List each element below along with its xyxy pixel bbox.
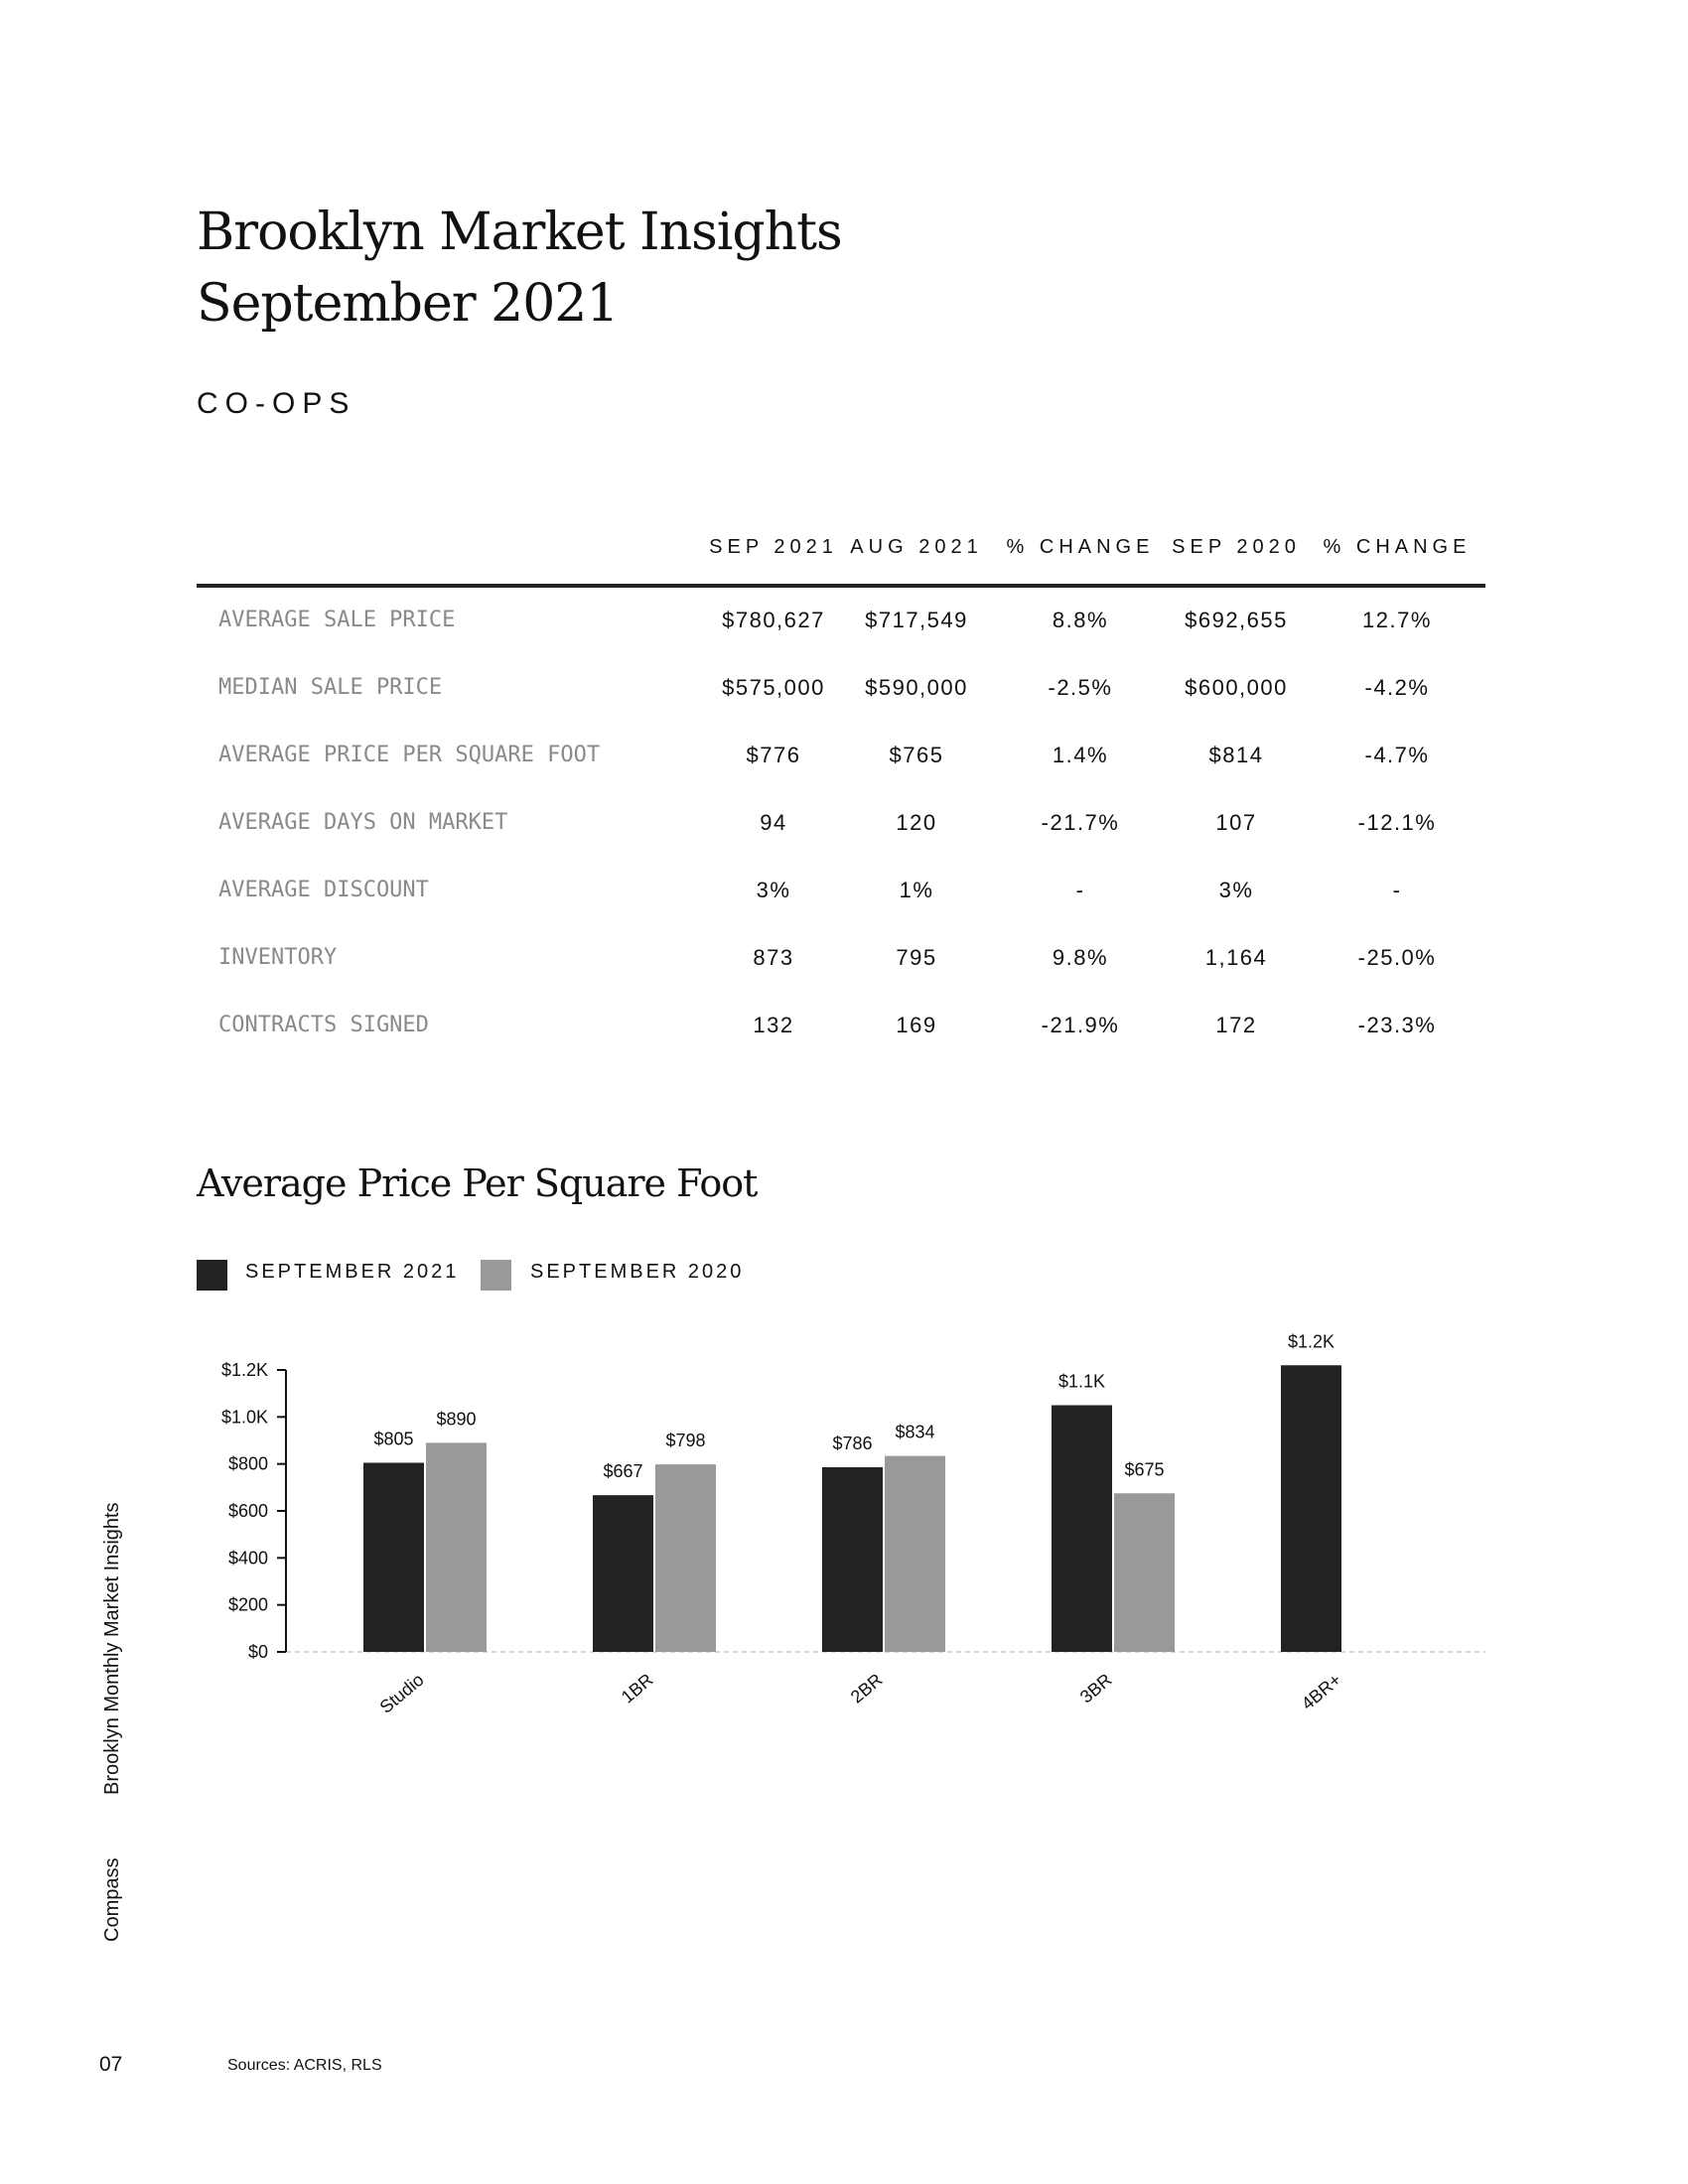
bar-value-label: $667 (603, 1461, 643, 1482)
table-cell: $765 (889, 743, 944, 767)
column-header-change-yoy: % CHANGE (1323, 536, 1472, 558)
table-cell: $717,549 (865, 608, 968, 632)
bar-value-label: $805 (373, 1429, 414, 1449)
bar-1br-series-0 (593, 1495, 653, 1652)
table-cell: - (1075, 878, 1085, 902)
bar-4br-series-0 (1281, 1365, 1341, 1652)
bar-studio-series-0 (363, 1462, 424, 1652)
table-row-label: INVENTORY (218, 945, 338, 970)
column-header-change-mom: % CHANGE (1006, 536, 1155, 558)
y-tick-label: $200 (227, 1594, 268, 1615)
y-tick-label: $0 (247, 1642, 268, 1662)
legend-label-sep-2021: SEPTEMBER 2021 (245, 1261, 460, 1283)
table-cell: $590,000 (865, 675, 968, 700)
table-cell: -4.7% (1364, 743, 1430, 767)
chart-title: Average Price Per Square Foot (197, 1161, 758, 1205)
table-cell: -25.0% (1357, 945, 1437, 970)
y-tick-label: $1.2K (220, 1360, 268, 1380)
table-cell: $814 (1208, 743, 1264, 767)
bar-value-label: $890 (436, 1409, 477, 1430)
table-cell: 107 (1215, 810, 1257, 835)
bar-value-label: $834 (895, 1422, 935, 1442)
table-cell: 172 (1215, 1013, 1257, 1037)
table-cell: 9.8% (1052, 945, 1109, 970)
bar-value-label: $1.2K (1287, 1331, 1336, 1352)
sidebar-brand: Compass (101, 1857, 123, 1942)
x-tick-label: 1BR (617, 1669, 657, 1707)
table-cell: 132 (753, 1013, 794, 1037)
x-tick-label: 3BR (1075, 1669, 1116, 1707)
table-cell: $600,000 (1185, 675, 1288, 700)
bar-value-label: $675 (1124, 1459, 1165, 1480)
bar-value-label: $1.1K (1057, 1371, 1106, 1392)
table-row-label: CONTRACTS SIGNED (218, 1013, 429, 1037)
section-label: CO-OPS (197, 387, 356, 420)
bar-2br-series-1 (885, 1456, 945, 1652)
x-tick-label: Studio (375, 1669, 428, 1717)
x-tick-label: 4BR+ (1297, 1669, 1345, 1714)
column-header-aug-2021: AUG 2021 (850, 536, 983, 558)
bar-3br-series-0 (1052, 1406, 1112, 1653)
table-cell: 169 (896, 1013, 937, 1037)
table-cell: 120 (896, 810, 937, 835)
table-cell: -23.3% (1357, 1013, 1437, 1037)
table-cell: 873 (753, 945, 794, 970)
table-row-label: AVERAGE DISCOUNT (218, 878, 429, 902)
table-cell: 795 (896, 945, 937, 970)
y-tick-label: $1.0K (220, 1407, 268, 1428)
y-tick-label: $600 (227, 1501, 268, 1521)
report-title-line1: Brooklyn Market Insights (197, 203, 842, 262)
table-cell: -2.5% (1048, 675, 1113, 700)
y-tick-label: $400 (227, 1548, 268, 1569)
bar-2br-series-0 (822, 1467, 883, 1652)
sources-note: Sources: ACRIS, RLS (227, 2057, 382, 2074)
table-cell: 1% (899, 878, 934, 902)
table-row-label: AVERAGE SALE PRICE (218, 608, 456, 632)
x-tick-label: 2BR (846, 1669, 887, 1707)
page-number: 07 (99, 2053, 123, 2076)
bar-1br-series-1 (655, 1464, 716, 1652)
column-header-sep-2021: SEP 2021 (709, 536, 838, 558)
table-cell: -21.7% (1041, 810, 1120, 835)
table-row-label: MEDIAN SALE PRICE (218, 675, 443, 700)
table-cell: 1.4% (1052, 743, 1109, 767)
bar-value-label: $786 (832, 1433, 873, 1453)
table-cell: 3% (756, 878, 791, 902)
table-cell: -21.9% (1041, 1013, 1120, 1037)
table-row-label: AVERAGE DAYS ON MARKET (218, 810, 508, 835)
column-header-sep-2020: SEP 2020 (1172, 536, 1301, 558)
table-row-label: AVERAGE PRICE PER SQUARE FOOT (218, 743, 601, 767)
table-cell: 8.8% (1052, 608, 1109, 632)
bar-studio-series-1 (426, 1442, 487, 1652)
table-cell: 94 (760, 810, 787, 835)
bar-3br-series-1 (1114, 1493, 1175, 1652)
y-tick-label: $800 (227, 1453, 268, 1474)
table-cell: 12.7% (1362, 608, 1432, 632)
table-cell: - (1392, 878, 1402, 902)
table-cell: -4.2% (1364, 675, 1430, 700)
legend-label-sep-2020: SEPTEMBER 2020 (530, 1261, 745, 1283)
report-title-line2: September 2021 (197, 274, 619, 334)
table-cell: $776 (746, 743, 801, 767)
table-cell: $575,000 (722, 675, 825, 700)
table-cell: $692,655 (1185, 608, 1288, 632)
table-cell: 3% (1218, 878, 1254, 902)
sidebar-publication: Brooklyn Monthly Market Insights (101, 1502, 123, 1795)
table-cell: $780,627 (722, 608, 825, 632)
table-cell: 1,164 (1204, 945, 1268, 970)
bar-value-label: $798 (665, 1431, 706, 1451)
table-cell: -12.1% (1357, 810, 1437, 835)
